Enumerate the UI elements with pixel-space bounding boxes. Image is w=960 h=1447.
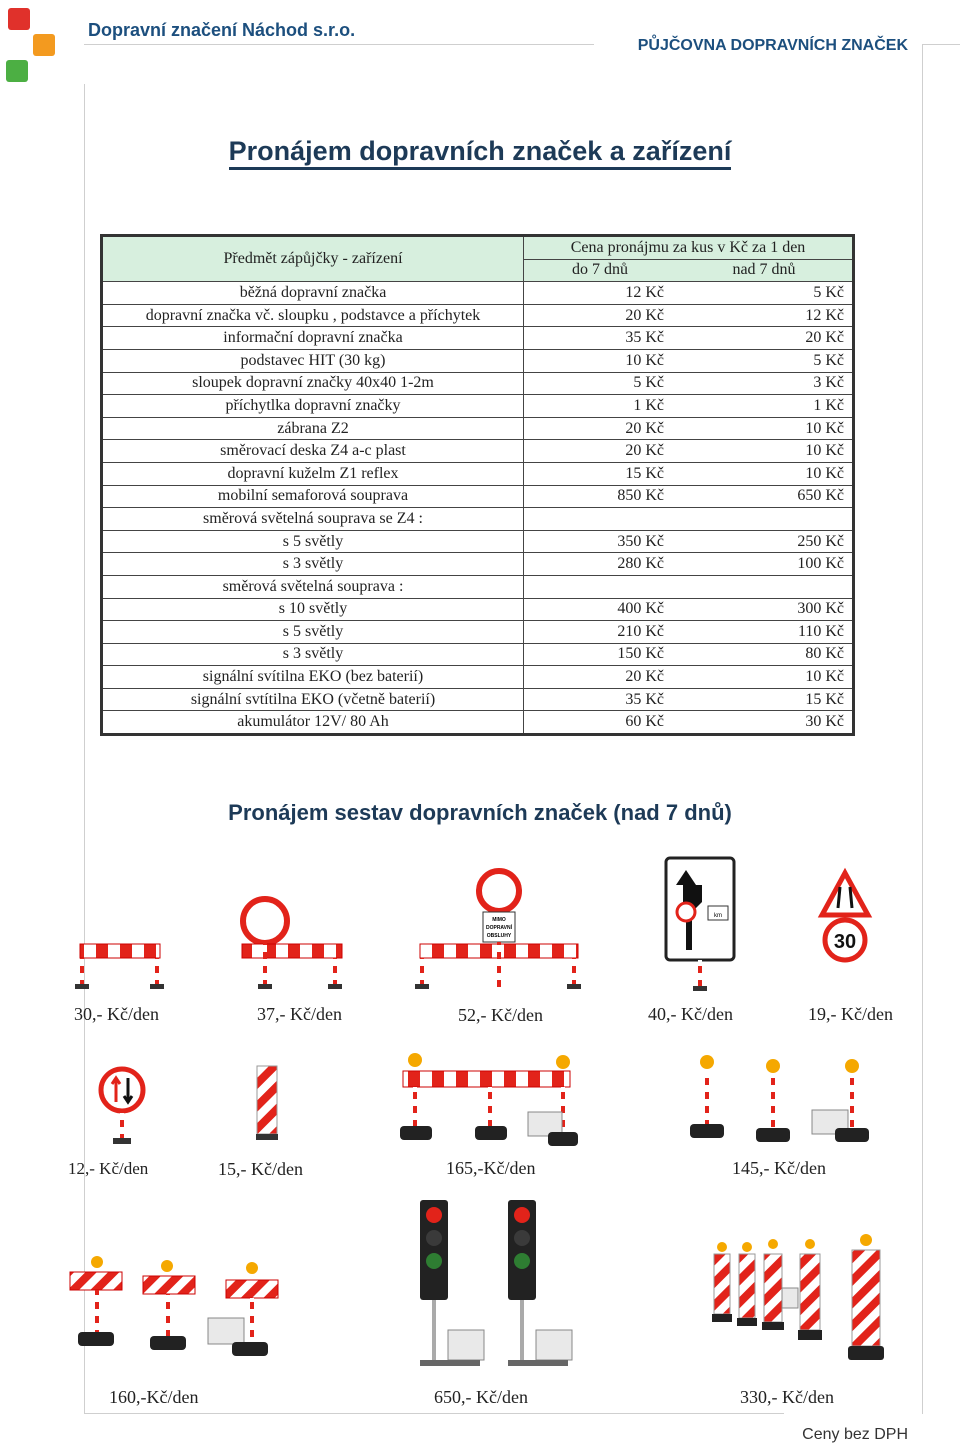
row-price-long: 650 Kč — [676, 485, 854, 508]
row-item: směrová světelná souprava : — [102, 575, 524, 598]
row-price-long: 10 Kč — [676, 666, 854, 689]
company-name: Dopravní značení Náchod s.r.o. — [88, 20, 356, 40]
km-plate-text: km — [714, 913, 722, 919]
row-price-short: 35 Kč — [524, 688, 677, 711]
row-price-short: 20 Kč — [524, 304, 677, 327]
row-price-long: 1 Kč — [676, 395, 854, 418]
set-price-label: 30,- Kč/den — [74, 1004, 159, 1024]
row-price-short: 280 Kč — [524, 553, 677, 576]
speed-limit-value: 30 — [833, 931, 857, 953]
set-price-label: 52,- Kč/den — [458, 1005, 543, 1025]
row-item: směrová světelná souprava se Z4 : — [102, 508, 524, 531]
set-price-label: 160,-Kč/den — [109, 1387, 199, 1407]
row-price-long: 3 Kč — [676, 372, 854, 395]
header-item: Předmět zápůjčky - zařízení — [102, 236, 524, 282]
row-price-long: 5 Kč — [676, 349, 854, 372]
set-traffic-lights — [420, 1200, 572, 1366]
row-price-short: 12 Kč — [524, 282, 677, 305]
set-barrier-no-entry-sign — [242, 899, 342, 989]
row-item: informační dopravní značka — [102, 327, 524, 350]
header-price: Cena pronájmu za kus v Kč za 1 den — [524, 236, 854, 260]
mimo-line3: OBSLUHY — [486, 933, 512, 939]
row-item: akumulátor 12V/ 80 Ah — [102, 711, 524, 735]
set-posts-with-lamps — [690, 1055, 869, 1142]
row-item: s 3 světly — [102, 643, 524, 666]
row-price-short: 400 Kč — [524, 598, 677, 621]
row-item: s 5 světly — [102, 621, 524, 644]
page-title: Pronájem dopravních značek a zařízení — [0, 136, 960, 167]
set-price-label: 15,- Kč/den — [218, 1159, 303, 1179]
row-item: směrovací deska Z4 a-c plast — [102, 440, 524, 463]
header-col-b: nad 7 dnů — [676, 259, 854, 282]
row-price-long: 300 Kč — [676, 598, 854, 621]
set-chevron-boards — [70, 1256, 278, 1356]
row-price-short: 20 Kč — [524, 666, 677, 689]
row-price-long: 30 Kč — [676, 711, 854, 735]
set-barrier-plain — [75, 944, 164, 989]
row-price-short: 35 Kč — [524, 327, 677, 350]
row-item: mobilní semaforová souprava — [102, 485, 524, 508]
set-warning-speed-30 — [822, 873, 868, 960]
row-price-long: 110 Kč — [676, 621, 854, 644]
row-price-long: 80 Kč — [676, 643, 854, 666]
mimo-line1: MIMO — [492, 917, 506, 923]
row-price-short: 850 Kč — [524, 485, 677, 508]
row-price-short: 5 Kč — [524, 372, 677, 395]
row-price-long: 100 Kč — [676, 553, 854, 576]
row-item: signální svtítilna EKO (včetně baterií) — [102, 688, 524, 711]
row-price-long: 5 Kč — [676, 282, 854, 305]
set-barrier-with-lamps — [400, 1053, 578, 1146]
row-price-long: 250 Kč — [676, 530, 854, 553]
row-item: dopravní kuželm Z1 reflex — [102, 462, 524, 485]
row-price-short: 60 Kč — [524, 711, 677, 735]
sets-title: Pronájem sestav dopravních značek (nad 7 dnů) — [228, 800, 732, 825]
row-item: dopravní značka vč. sloupku , podstavce a příchytek — [102, 304, 524, 327]
set-price-label: 12,- Kč/den — [68, 1159, 149, 1178]
header-col-a: do 7 dnů — [524, 259, 677, 282]
set-priority-sign — [101, 1069, 143, 1144]
mimo-line2: DOPRAVNÍ — [485, 925, 513, 931]
set-price-label: 330,- Kč/den — [740, 1387, 834, 1407]
set-barrier-sign-mimo — [415, 871, 581, 989]
set-price-label: 40,- Kč/den — [648, 1004, 733, 1024]
row-item: příchytlka dopravní značky — [102, 395, 524, 418]
row-item: sloupek dopravní značky 40x40 1-2m — [102, 372, 524, 395]
row-price-long: 10 Kč — [676, 462, 854, 485]
row-item: podstavec HIT (30 kg) — [102, 349, 524, 372]
row-price-short: 20 Kč — [524, 417, 677, 440]
row-price-short: 1 Kč — [524, 395, 677, 418]
row-item: s 10 světly — [102, 598, 524, 621]
set-information-sign — [666, 858, 734, 991]
row-item: s 3 světly — [102, 553, 524, 576]
row-price-short: 350 Kč — [524, 530, 677, 553]
row-price-short: 10 Kč — [524, 349, 677, 372]
footer-note: Ceny bez DPH — [802, 1426, 908, 1443]
row-price-short: 210 Kč — [524, 621, 677, 644]
row-price-long: 15 Kč — [676, 688, 854, 711]
row-price-long: 12 Kč — [676, 304, 854, 327]
row-price-long: 20 Kč — [676, 327, 854, 350]
row-item: s 5 světly — [102, 530, 524, 553]
row-item: běžná dopravní značka — [102, 282, 524, 305]
set-direction-boards-lights — [712, 1234, 884, 1360]
set-price-label: 650,- Kč/den — [434, 1387, 528, 1407]
row-price-long: 10 Kč — [676, 440, 854, 463]
row-price-short: 20 Kč — [524, 440, 677, 463]
set-price-label: 145,- Kč/den — [732, 1158, 826, 1178]
set-direction-board — [256, 1066, 278, 1140]
row-price-long: 10 Kč — [676, 417, 854, 440]
header-tagline: PŮJČOVNA DOPRAVNÍCH ZNAČEK — [637, 37, 908, 54]
set-price-label: 165,-Kč/den — [446, 1158, 536, 1178]
row-price-short: 150 Kč — [524, 643, 677, 666]
row-price-short: 15 Kč — [524, 462, 677, 485]
set-price-label: 19,- Kč/den — [808, 1004, 893, 1024]
row-item: signální svítilna EKO (bez baterií) — [102, 666, 524, 689]
row-item: zábrana Z2 — [102, 417, 524, 440]
set-price-label: 37,- Kč/den — [257, 1004, 342, 1024]
